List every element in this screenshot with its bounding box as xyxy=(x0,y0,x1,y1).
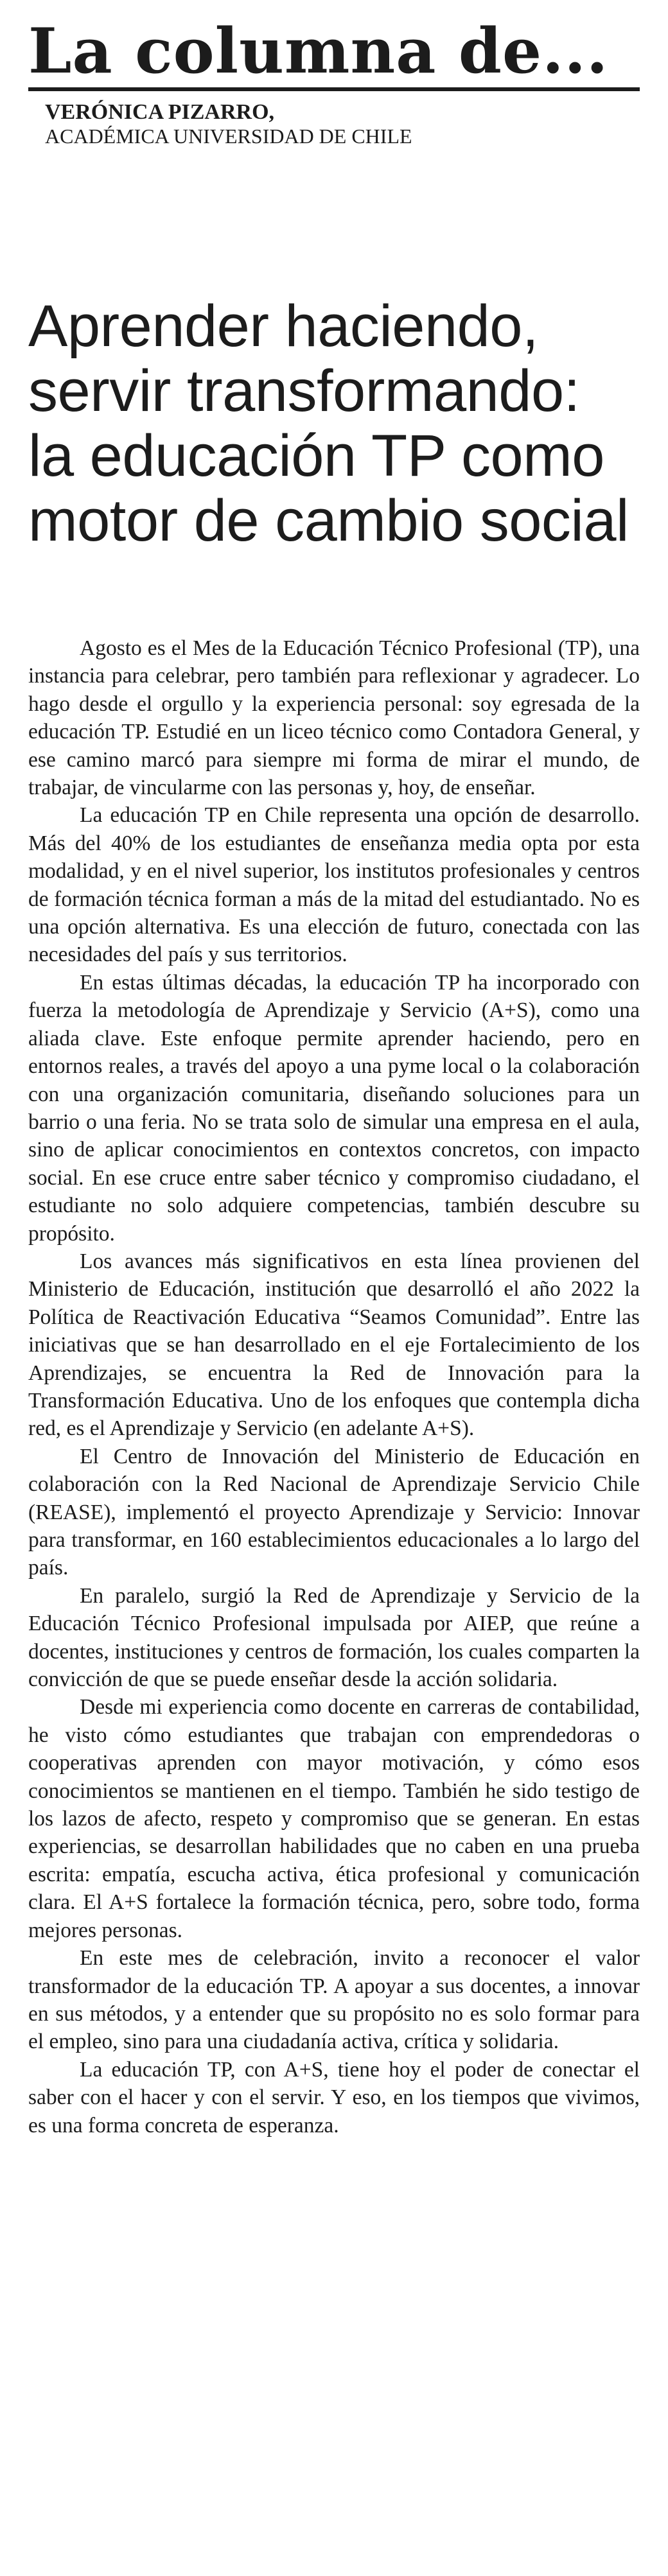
column-title: La columna de... xyxy=(28,19,640,91)
headline-line: la educación TP como xyxy=(28,423,604,489)
article-headline xyxy=(28,294,640,553)
byline xyxy=(45,100,640,148)
article-paragraph: La educación TP, con A+S, tiene hoy el poder de conectar el saber con el hacer y con el servir. Y eso, en los tiempos que vivimos, es una forma concreta de esperanza. xyxy=(28,2057,640,2137)
headline-line: motor de cambio social xyxy=(28,488,629,553)
article-paragraph: El Centro de Innovación del Ministerio de Educación en colaboración con la Red Nacional de Aprendizaje Servicio Chile (REASE), implementó el proyecto Aprendizaje y Servicio: Innovar para transformar, en 160 establecimientos educacionales a lo largo del país. xyxy=(28,1444,640,1580)
headline-line: servir transformando: xyxy=(28,358,580,424)
headline-line: Aprender haciendo, xyxy=(28,293,539,359)
article-paragraph: Agosto es el Mes de la Educación Técnico Profesional (TP), una instancia para celebrar, pero también para reflexionar y agradecer. Lo hago desde el orgullo y la experiencia personal: soy egresada de la educación TP. Estudié en un liceo técnico como Contadora General, y ese camino marcó para siempre mi forma de mirar el mundo, de trabajar, de vincularme con las personas y, hoy, de enseñar. xyxy=(28,636,640,800)
article-body xyxy=(28,634,640,2139)
article-paragraph: La educación TP en Chile representa una opción de desarrollo. Más del 40% de los estudiantes de enseñanza media opta por esta modalidad, y en el nivel superior, los institutos profesionales y centros de formación técnica forman a más de la mitad del estudiantado. No es una opción alternativa. Es una elección de futuro, conectada con las necesidades del país y sus territorios. xyxy=(28,803,640,967)
article-paragraph: Desde mi experiencia como docente en carreras de contabilidad, he visto cómo estudiantes que trabajan con emprendedoras o cooperativas aprenden con mayor motivación, y cómo esos conocimientos se mantienen en el tiempo. También he sido testigo de los lazos de afecto, respeto y compromiso que se generan. En estas experiencias, se desarrollan habilidades que no caben en una prueba escrita: empatía, escucha activa, ética profesional y comunicación clara. El A+S fortalece la formación técnica, pero, sobre todo, forma mejores personas. xyxy=(28,1695,640,1942)
author-role: ACADÉMICA UNIVERSIDAD DE CHILE xyxy=(45,125,412,148)
article-paragraph: Los avances más significativos en esta línea provienen del Ministerio de Educación, institución que desarrolló el año 2022 la Política de Reactivación Educativa “Seamos Comunidad”. Entre las iniciativas que se han desarrollado en el eje Fortalecimiento de los Aprendizajes, se encuentra la Red de Innovación para la Transformación Educativa. Uno de los enfoques que contempla dicha red, es el Aprendizaje y Servicio (en adelante A+S). xyxy=(28,1249,640,1441)
article-paragraph: En este mes de celebración, invito a reconocer el valor transformador de la educación TP. A apoyar a sus docentes, a innovar en sus métodos, y a entender que su propósito no es solo formar para el empleo, sino para una ciudadanía activa, crítica y solidaria. xyxy=(28,1946,640,2054)
author-name: VERÓNICA PIZARRO, xyxy=(45,100,275,124)
article-paragraph: En paralelo, surgió la Red de Aprendizaje y Servicio de la Educación Técnico Profesional impulsada por AIEP, que reúne a docentes, instituciones y centros de formación, los cuales comparten la convicción de que se puede enseñar desde la acción solidaria. xyxy=(28,1583,640,1692)
article-paragraph: En estas últimas décadas, la educación TP ha incorporado con fuerza la metodología de Aprendizaje y Servicio (A+S), como una aliada clave. Este enfoque permite aprender haciendo, pero en entornos reales, a través del apoyo a una pyme local o la colaboración con una organización comunitaria, diseñando soluciones para un barrio o una feria. No se trata solo de simular una empresa en el aula, sino de aplicar conocimientos en contextos concretos, con impacto social. En ese cruce entre saber técnico y compromiso ciudadano, el estudiante no solo adquiere competencias, también descubre su propósito. xyxy=(28,970,640,1246)
